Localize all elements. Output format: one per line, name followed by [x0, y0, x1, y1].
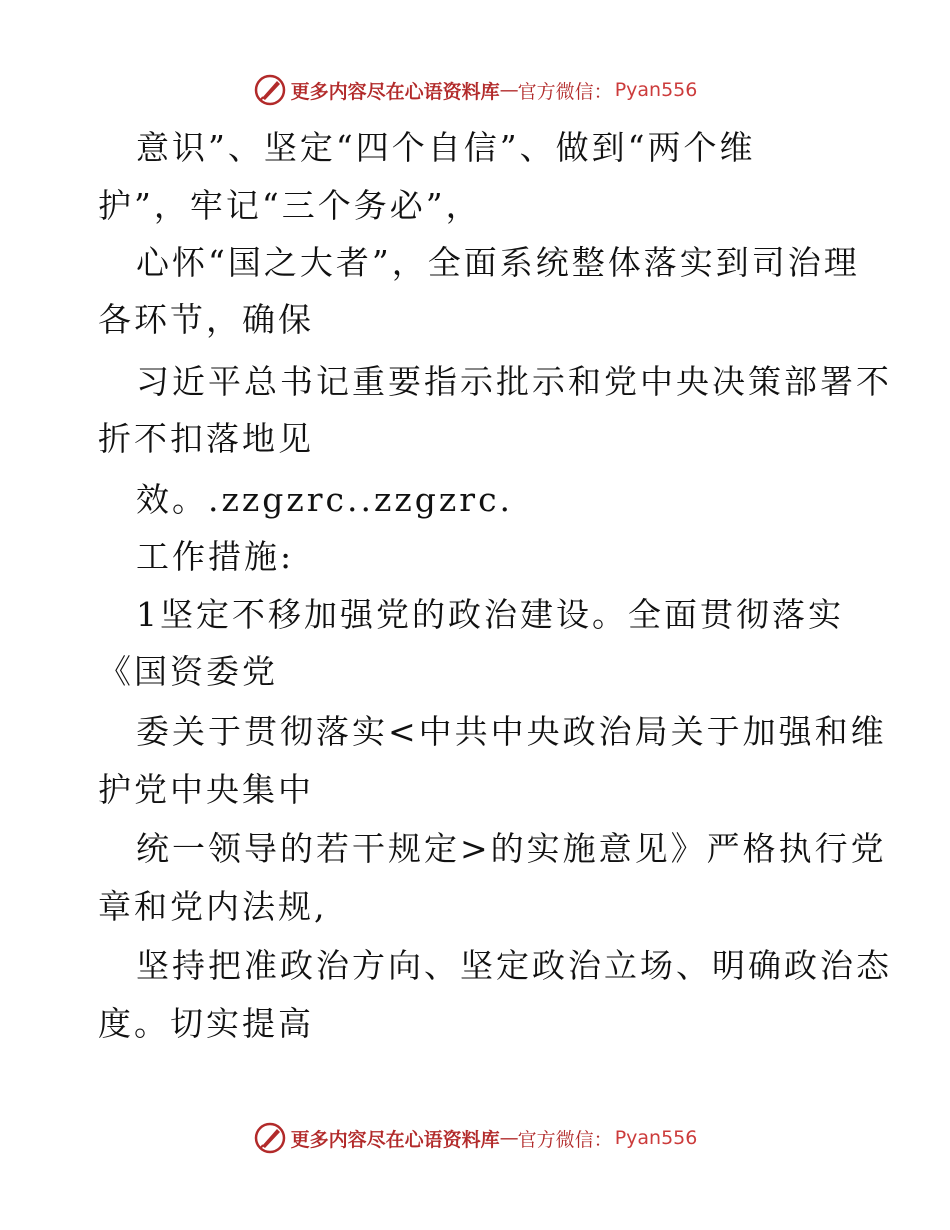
body-line: 坚持把准政治方向、坚定政治立场、明确政治态: [136, 946, 892, 985]
quill-pen-logo-icon: [253, 1121, 287, 1155]
body-line: 章和党内法规,: [98, 887, 328, 926]
body-line: 工作措施:: [136, 537, 295, 576]
body-line: 各环节，确保: [98, 300, 314, 339]
banner-dash: —: [499, 79, 518, 101]
banner-dash: —: [499, 1127, 518, 1149]
body-line: 度。切实提高: [98, 1004, 314, 1043]
banner-wechat-id: Pyan556: [614, 1127, 698, 1149]
body-line: 心怀“国之大者”，全面系统整体落实到司治理: [136, 243, 860, 282]
body-line: 《国资委党: [98, 652, 278, 691]
body-line: 护”，牢记“三个务必”，: [98, 186, 482, 225]
body-line: 委关于贯彻落实<中共中央政治局关于加强和维: [136, 712, 887, 751]
banner-official-label: 官方微信：: [517, 1128, 613, 1151]
banner-official-label: 官方微信：: [517, 80, 613, 103]
footer-banner: [0, 1118, 950, 1158]
body-line: 统一领导的若干规定>的实施意见》严格执行党: [136, 829, 887, 868]
body-line: 护党中央集中: [98, 770, 314, 809]
body-line: 习近平总书记重要指示批示和党中央决策部署不: [136, 362, 892, 401]
banner-brand-text: 更多内容尽在心语资料库: [290, 80, 500, 103]
banner-wechat-id: Pyan556: [614, 79, 698, 101]
body-line: 1坚定不移加强党的政治建设。全面贯彻落实: [136, 595, 844, 634]
body-line: 效。.zzgzrc..zzgzrc.: [136, 480, 514, 519]
body-line: 意识”、坚定“四个自信”、做到“两个维: [136, 128, 756, 167]
banner-brand-text: 更多内容尽在心语资料库: [290, 1128, 500, 1151]
body-line: 折不扣落地见: [98, 419, 314, 458]
